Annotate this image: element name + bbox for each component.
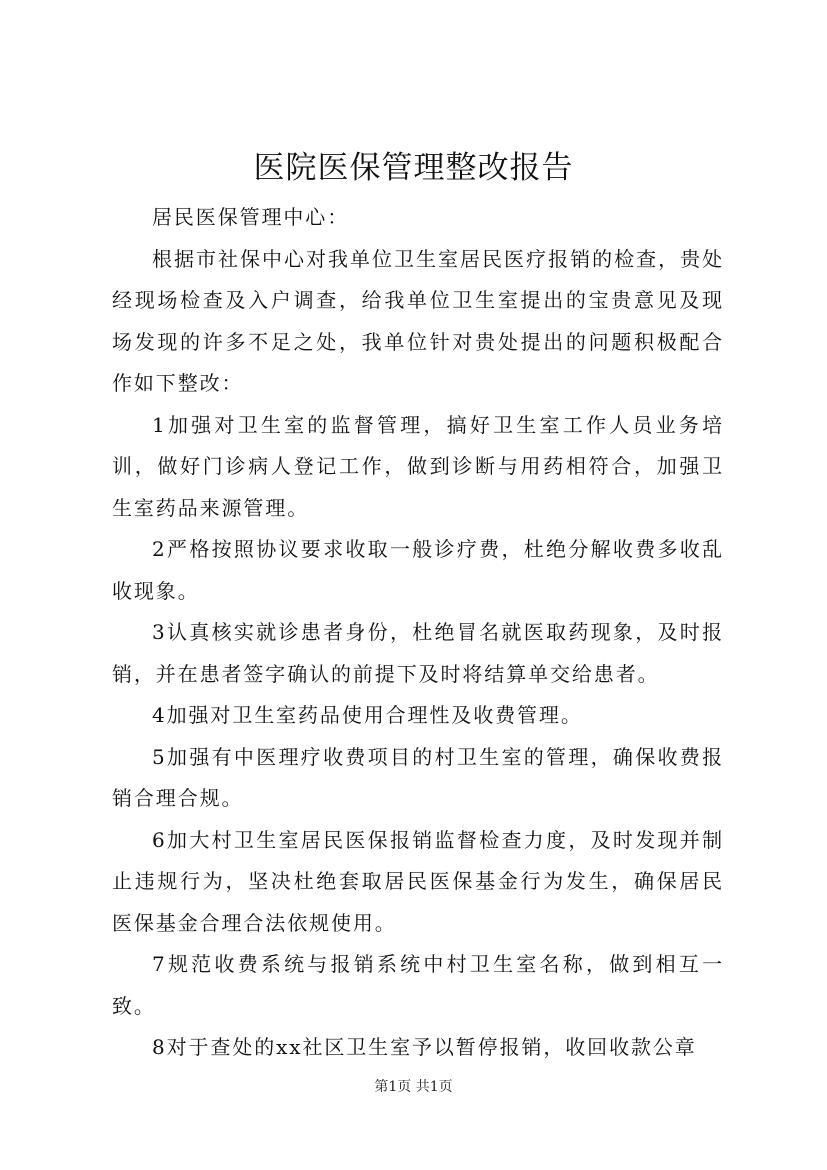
item-8-paragraph: 8对于查处的xx社区卫生室予以暂停报销，收回收款公章	[152, 1035, 697, 1059]
document-body	[112, 197, 724, 1069]
item-4-paragraph: 4加强对卫生室药品使用合理性及收费管理。	[152, 703, 583, 727]
salutation: 居民医保管理中心：	[152, 205, 350, 229]
page-number-footer: 第1页 共1页	[374, 1079, 453, 1095]
item-6-paragraph: 6加大村卫生室居民医保报销监督检查力度，及时发现并制止违规行为，坚决杜绝套取居民医保基金行为发生，确保居民医保基金合理合法依规使用。	[112, 827, 724, 935]
document-title: 医院医保管理整改报告	[253, 150, 574, 186]
intro-paragraph: 根据市社保中心对我单位卫生室居民医疗报销的检查，贵处经现场检查及入户调查，给我单位卫生室提出的宝贵意见及现场发现的许多不足之处，我单位针对贵处提出的问题积极配合作如下整改：	[112, 246, 724, 395]
item-7-paragraph: 7规范收费系统与报销系统中村卫生室名称，做到相互一致。	[112, 952, 724, 1018]
item-3-paragraph: 3认真核实就诊患者身份，杜绝冒名就医取药现象，及时报销，并在患者签字确认的前提下及时将结算单交给患者。	[112, 620, 724, 686]
item-5-paragraph: 5加强有中医理疗收费项目的村卫生室的管理，确保收费报销合理合规。	[112, 744, 724, 810]
item-2-paragraph: 2严格按照协议要求收取一般诊疗费，杜绝分解收费多收乱收现象。	[112, 537, 724, 603]
item-1-paragraph: 1加强对卫生室的监督管理，搞好卫生室工作人员业务培训，做好门诊病人登记工作，做到诊断与用药相符合，加强卫生室药品来源管理。	[112, 412, 724, 520]
